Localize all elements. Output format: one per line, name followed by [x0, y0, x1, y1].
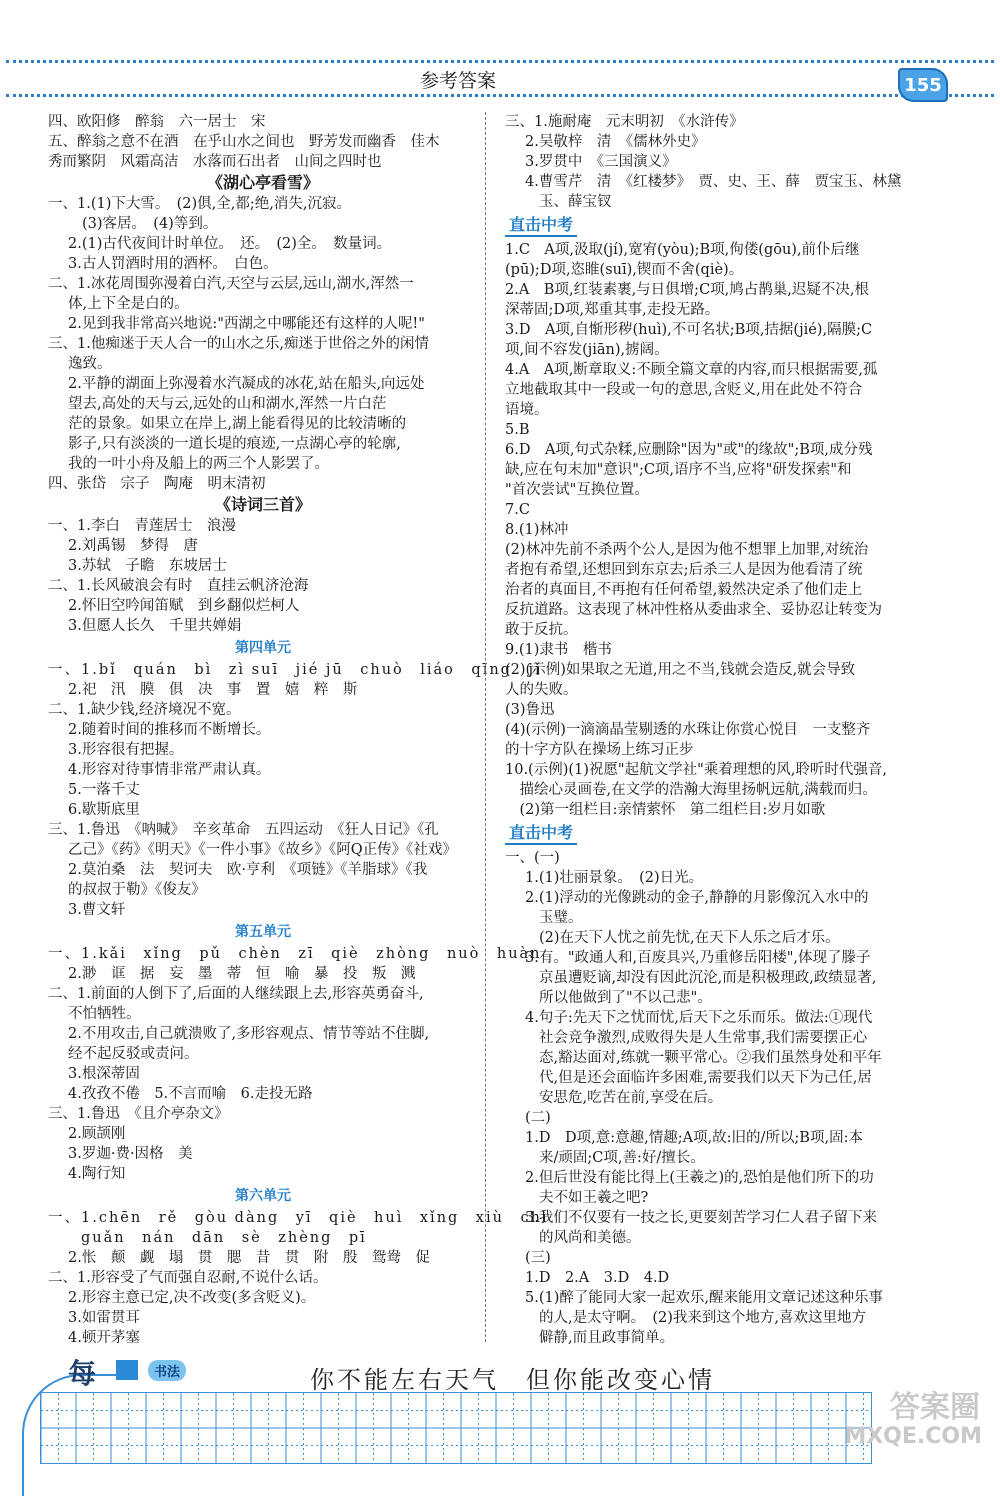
footer-logo-char: 每: [68, 1357, 97, 1390]
answer-line: 三、1.鲁迅 《且介亭杂文》: [48, 1106, 229, 1122]
answer-line: 望去,高处的天与云,远处的山和湖水,浑然一片白茫: [68, 396, 387, 412]
answer-line: 二、1.冰花周围弥漫着白汽,天空与云层,远山,湖水,浑然一: [48, 276, 414, 292]
answer-line: 秀而繁阴 风霜高洁 水落而石出者 山间之四时也: [48, 154, 382, 170]
answer-line: 2.形容主意已定,决不改变(多含贬义)。: [68, 1290, 316, 1306]
answer-line: 三、1.他痴迷于天人合一的山水之乐,痴迷于世俗之外的闲情: [48, 336, 429, 352]
answer-line: 2.A B项,红装素裹,与日俱增;C项,鸠占鹊巢,迟疑不决,根: [505, 282, 869, 298]
answer-line: 2.随着时间的推移而不断增长。: [68, 722, 271, 738]
answer-line: 四、张岱 宗子 陶庵 明末清初: [48, 476, 266, 492]
answer-line: 3.苏轼 子瞻 东坡居士: [68, 558, 227, 574]
answer-line: 2.(1)浮动的光像跳动的金子,静静的月影像沉入水中的: [525, 890, 869, 906]
answer-line: 二、1.缺少钱,经济境况不宽。: [48, 702, 241, 718]
answer-line: 玉、薛宝钗: [539, 194, 612, 210]
answer-line: 4.曹雪芹 清 《红楼梦》 贾、史、王、薛 贾宝玉、林黛: [525, 174, 902, 190]
page-header: [0, 0, 1000, 110]
answer-line: 的风尚和美德。: [539, 1230, 641, 1246]
answer-line: 乙己》《药》《明天》《一件小事》《故乡》《阿Q正传》《社戏》: [68, 842, 457, 858]
answer-line: 二、1.形容受了气而强自忍耐,不说什么话。: [48, 1270, 328, 1286]
answer-line: 的十字方队在操场上练习正步: [505, 742, 694, 758]
answer-line: 4.句子:先天下之忧而忧,后天下之乐而乐。做法:①现代: [525, 1010, 873, 1026]
answer-line: 9.(1)隶书 楷书: [505, 642, 612, 658]
answer-line: 1.C A项,汲取(jí),宽宥(yòu);B项,佝偻(gōu),前仆后继: [505, 242, 860, 258]
answer-line: 二、1.前面的人倒下了,后面的人继续跟上去,形容英勇奋斗,: [48, 986, 424, 1002]
answer-line: 影子,只有淡淡的一道长堤的痕迹,一点湖心亭的轮廓,: [68, 436, 401, 452]
answer-line: 三、1.施耐庵 元末明初 《水浒传》: [505, 114, 744, 130]
answer-line: 3.形容很有把握。: [68, 742, 184, 758]
answer-line: 一、1.kǎi xǐng pǔ chèn zī qiè zhòng nuò huàn: [48, 946, 542, 962]
header-dotted-rule-bottom: [6, 94, 994, 97]
page-number-badge: 155: [898, 68, 948, 102]
answer-line: 2.刘禹锡 梦得 唐: [68, 538, 198, 554]
answer-line: 2.吴敬梓 清 《儒林外史》: [525, 134, 706, 150]
answer-line: 1.D D项,意:意趣,情趣;A项,故:旧的/所以;B项,固:本: [525, 1130, 863, 1146]
answer-line: 敢于反抗。: [505, 622, 578, 638]
answer-line: 2.渺 诓 据 妄 墨 蒂 恒 喻 暴 投 叛 溅: [68, 966, 416, 982]
answer-line: 4.陶行知: [68, 1166, 126, 1182]
footer-logo-tag: 书法: [148, 1360, 186, 1381]
section-heading: [505, 820, 930, 848]
header-title: 参考答案: [420, 70, 497, 92]
answer-line: 6.歇斯底里: [68, 802, 140, 818]
answer-line: 1.(1)壮丽景象。 (2)日光。: [525, 870, 704, 886]
answer-line: (2)第一组栏目:亲情萦怀 第二组栏目:岁月如歌: [505, 802, 826, 818]
answer-line: guǎn nán dān sè zhèng pī: [48, 1230, 367, 1246]
answer-line: 所以他做到了"不以己悲"。: [539, 990, 712, 1006]
answer-line: (二): [525, 1110, 551, 1126]
answer-line: 的叔叔于勒》《俊友》: [68, 882, 206, 898]
answer-line: 8.(1)林冲: [505, 522, 569, 538]
watermark-logo: 答案圈: [890, 1390, 980, 1425]
answer-line: 4.形容对待事情非常严肃认真。: [68, 762, 271, 778]
answer-line: 经不起反驳或责问。: [68, 1046, 199, 1062]
answer-line: (3)鲁迅: [505, 702, 555, 718]
right-column: [505, 112, 930, 1348]
answer-line: 深蒂固;D项,郑重其事,走投无路。: [505, 302, 720, 318]
answer-line: 茫的景象。如果立在岸上,湖上能看得见的比较清晰的: [68, 416, 407, 432]
page-footer: [0, 1352, 1000, 1469]
answer-line: (2)(示例)如果取之无道,用之不当,钱就会造反,就会导致: [505, 662, 856, 678]
answer-line: 3.我们不仅要有一技之长,更要刻苦学习仁人君子留下来: [525, 1210, 877, 1226]
answer-line: 语境。: [505, 402, 549, 418]
answer-line: 5.(1)醉了能同大家一起欢乐,醒来能用文章记述这种乐事: [525, 1290, 883, 1306]
answer-line: 2.但后世没有能比得上(王羲之)的,恐怕是他们所下的功: [525, 1170, 874, 1186]
answer-line: 3.如雷贯耳: [68, 1310, 140, 1326]
answer-line: 态,豁达面对,练就一颗平常心。②我们虽然身处和平年: [539, 1050, 882, 1066]
answer-line: 3.罗贯中 《三国演义》: [525, 154, 677, 170]
answer-line: 夫不如王羲之吧?: [539, 1190, 649, 1206]
footer-motto: 你不能左右天气 但你能改变心情: [310, 1366, 715, 1394]
answer-line: 二、1.长风破浪会有时 直挂云帆济沧海: [48, 578, 309, 594]
footer-logo-square: [116, 1360, 138, 1380]
answer-line: 2.祀 汛 膜 俱 决 事 置 嬉 粹 斯: [68, 682, 358, 698]
answer-line: 6.D A项,句式杂糅,应删除"因为"或"的缘故";B项,成分残: [505, 442, 873, 458]
answer-line: 我的一叶小舟及船上的两三个人影罢了。: [68, 456, 329, 472]
section-heading-label: 直击中考: [505, 823, 577, 845]
answer-line: 3.根深蒂固: [68, 1066, 140, 1082]
answer-line: 3.有。"政通人和,百废具兴,乃重修岳阳楼",体现了滕子: [525, 950, 871, 966]
answer-line: 5.一落千丈: [68, 782, 140, 798]
answer-line: 逸致。: [68, 356, 112, 372]
answer-line: 2.顾颉刚: [68, 1126, 126, 1142]
answer-line: 四、欧阳修 醉翁 六一居士 宋: [48, 114, 266, 130]
answer-line: 不怕牺牲。: [68, 1006, 141, 1022]
answer-line: 4.孜孜不倦 5.不言而喻 6.走投无路: [68, 1086, 313, 1102]
answer-line: 一、(一): [505, 850, 560, 866]
unit-title: 第六单元: [235, 1188, 291, 1204]
answer-line: 10.(示例)(1)祝愿"起航文学社"乘着理想的风,聆听时代强音,: [505, 762, 887, 778]
answer-line: (3)客居。 (4)等到。: [82, 216, 218, 232]
section-heading: [505, 212, 930, 240]
answer-line: 的人,是太守啊。 (2)我来到这个地方,喜欢这里地方: [539, 1310, 867, 1326]
answer-line: (三): [525, 1250, 551, 1266]
unit-title: 第五单元: [235, 924, 291, 940]
answer-line: 立地截取其中一段或一句的意思,含贬义,用在此处不符合: [505, 382, 863, 398]
answer-line: 7.C: [505, 502, 530, 518]
answer-line: 僻静,而且政事简单。: [539, 1330, 675, 1346]
answer-line: 三、1.鲁迅 《呐喊》 辛亥革命 五四运动 《狂人日记》《孔: [48, 822, 439, 838]
section-title: 《诗词三首》: [214, 495, 311, 514]
answer-line: 3.D A项,自惭形秽(huì),不可名状;B项,拮据(jié),隔膜;C: [505, 322, 873, 338]
answer-line: 2.见到我非常高兴地说:"西湖之中哪能还有这样的人呢!": [68, 316, 425, 332]
answer-line: 人的失败。: [505, 682, 578, 698]
answer-line: 描绘心灵画卷,在文学的浩瀚大海里扬帆远航,满载而归。: [505, 782, 877, 798]
calligraphy-practice-grid: [40, 1392, 872, 1464]
answer-line: 京虽遭贬谪,却没有因此沉沦,而是积极理政,政绩显著,: [539, 970, 877, 986]
answer-line: 社会竞争激烈,成败得失是人生常事,我们需要摆正心: [539, 1030, 868, 1046]
answer-line: 2.不用攻击,自己就溃败了,多形容观点、情节等站不住脚,: [68, 1026, 430, 1042]
answer-line: "首次尝试"互换位置。: [505, 482, 649, 498]
answer-line: 一、1.(1)下大雪。 (2)俱,全,都;绝,消失,沉寂。: [48, 196, 351, 212]
answer-line: 安思危,吃苦在前,享受在后。: [539, 1090, 723, 1106]
answer-line: 代,但是还会面临许多困难,需要我们以天下为己任,居: [539, 1070, 872, 1086]
watermark-url: MXQE.COM: [844, 1424, 982, 1449]
section-title: 《湖心亭看雪》: [206, 173, 319, 192]
answer-line: 玉璧。: [539, 910, 583, 926]
answer-line: 3.曹文轩: [68, 902, 126, 918]
answer-line: 五、醉翁之意不在酒 在乎山水之间也 野芳发而幽香 佳木: [48, 134, 440, 150]
answer-line: 一、1.李白 青莲居士 浪漫: [48, 518, 236, 534]
answer-line: 3.古人罚酒时用的酒杯。 白色。: [68, 256, 278, 272]
section-heading-label: 直击中考: [505, 215, 577, 237]
answer-line: (2)在天下人忧之前先忧,在天下人乐之后才乐。: [539, 930, 840, 946]
answer-line: 反抗道路。这表现了林冲性格从委曲求全、妥协忍让转变为: [505, 602, 882, 618]
answer-line: 者抱有希望,还想回到东京去;后杀三人是因为他看清了统: [505, 562, 863, 578]
answer-line: 4.A A项,断章取义:不顾全篇文章的内容,而只根据需要,孤: [505, 362, 878, 378]
answer-line: 3.但愿人长久 千里共婵娟: [68, 618, 242, 634]
answer-line: 一、1.bǐ quán bì zì suī jié jū chuò liáo qīng jǐ: [48, 662, 542, 678]
answer-line: 2.怀旧空吟闻笛赋 到乡翻似烂柯人: [68, 598, 300, 614]
answer-line: 项,间不容发(jiān),掳阔。: [505, 342, 669, 358]
answer-line: 2.平静的湖面上弥漫着水汽凝成的冰花,站在船头,向远处: [68, 376, 425, 392]
answer-line: 缺,应在句末加"意识";C项,语序不当,应将"研发探索"和: [505, 462, 852, 478]
answer-line: 2.怅 颠 觑 塌 贯 腮 昔 贯 附 殷 鸳鸯 促: [68, 1250, 430, 1266]
answer-line: 体,上下全是白的。: [68, 296, 189, 312]
answer-line: 1.D 2.A 3.D 4.D: [525, 1270, 670, 1286]
answer-line: 5.B: [505, 422, 530, 438]
header-dotted-rule-top: [6, 60, 994, 63]
column-divider: [485, 112, 486, 1342]
answer-line: 4.顿开茅塞: [68, 1330, 140, 1346]
answer-line: 来/顽固;C项,善:好/擅长。: [539, 1150, 705, 1166]
answer-line: 3.罗迦·费·因格 美: [68, 1146, 193, 1162]
answer-line: (4)(示例)一滴滴晶莹剔透的水珠让你赏心悦目 一支整齐: [505, 722, 871, 738]
answer-line: (pū);D项,恣睢(suī),锲而不舍(qiè)。: [505, 262, 744, 278]
answer-line: 2.莫泊桑 法 契诃夫 欧·亨利 《项链》《羊脂球》《我: [68, 862, 428, 878]
answer-line: 2.(1)古代夜间计时单位。 还。 (2)全。 数量词。: [68, 236, 392, 252]
answer-line: (2)林冲先前不杀两个公人,是因为他不想罪上加罪,对统治: [505, 542, 869, 558]
answer-line: 治者的真面目,不再抱有任何希望,毅然决定杀了他们走上: [505, 582, 863, 598]
unit-title: 第四单元: [235, 640, 291, 656]
footer-logo: [58, 1356, 198, 1390]
answer-line: 一、1.chēn rě gòu dàng yī qiè huì xǐng xiù chì: [48, 1210, 549, 1226]
